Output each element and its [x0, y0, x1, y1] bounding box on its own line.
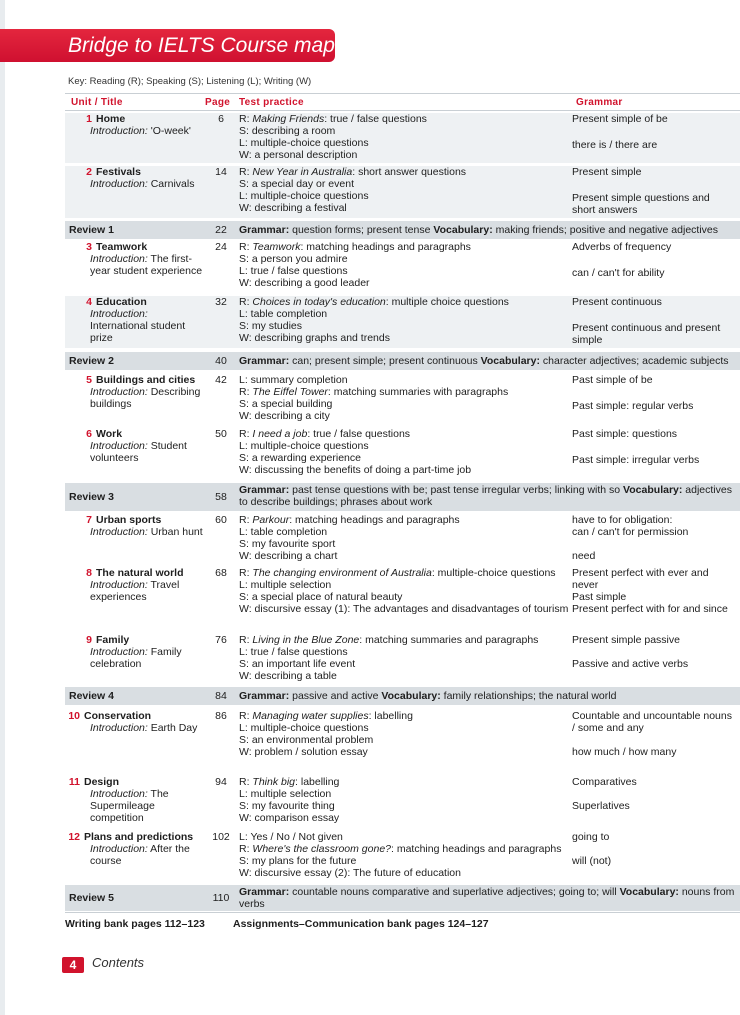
unit-title-text: Family [96, 634, 130, 646]
unit-intro: Introduction: Student volunteers [90, 440, 187, 464]
unit-title-text: Urban sports [96, 514, 162, 526]
test-practice-item: R: Managing water supplies: labelling [239, 710, 413, 722]
review-row [65, 483, 740, 511]
test-practice [239, 776, 569, 824]
unit-page: 14 [215, 166, 227, 178]
unit-page: 6 [218, 113, 224, 125]
test-practice [239, 514, 569, 562]
test-practice [239, 831, 569, 879]
table-header [65, 93, 740, 111]
test-practice [239, 710, 569, 758]
unit-intro: Introduction: Describing buildings [90, 386, 201, 410]
unit-intro: Introduction: International student prize [90, 308, 186, 344]
unit-intro: Introduction: Family celebration [90, 646, 182, 670]
unit-title-text: Education [96, 296, 147, 308]
unit-row [65, 296, 740, 348]
test-practice-item: S: describing a room [239, 125, 336, 137]
unit-row [65, 710, 740, 764]
test-practice [239, 296, 569, 344]
grammar-item: Past simple: regular verbs [572, 400, 694, 412]
review-content: Grammar: past tense questions with be; past tense irregular verbs; linking with so Vocabulary: adjectives to describe buildings; phrases about work [239, 484, 732, 508]
test-practice-item: R: The Eiffel Tower: matching summaries with paragraphs [239, 386, 509, 398]
grammar-item: Present simple of be [572, 113, 668, 125]
unit-page: 102 [212, 831, 230, 843]
unit-page: 24 [215, 241, 227, 253]
test-practice-item: W: problem / solution essay [239, 746, 368, 758]
grammar-item: can / can't for ability [572, 267, 665, 279]
review-content: Grammar: passive and active Vocabulary: family relationships; the natural world [239, 690, 617, 702]
review-content: Grammar: question forms; present tense Vocabulary: making friends; positive and negative adjectives [239, 224, 718, 236]
test-practice-item: L: true / false questions [239, 646, 348, 658]
test-practice-item: S: a special building [239, 398, 333, 410]
unit-row [65, 241, 740, 293]
review-page: 58 [215, 491, 227, 503]
test-practice-item: S: my favourite sport [239, 538, 336, 550]
test-practice [239, 567, 569, 615]
unit-page: 50 [215, 428, 227, 440]
unit-title [79, 567, 184, 579]
grammar-item: Present simple questions and short answers [572, 192, 710, 216]
unit-intro: Introduction: The first-year student experience [90, 253, 203, 277]
unit-title [67, 776, 119, 788]
review-page: 84 [215, 690, 227, 702]
unit-intro: Introduction: 'O-week' [90, 125, 191, 137]
grammar-item: how much / how many [572, 746, 677, 758]
page-number-badge: 4 [62, 957, 84, 973]
unit-page: 60 [215, 514, 227, 526]
unit-number: 8 [86, 567, 92, 579]
grammar-item: Present perfect with ever and never [572, 567, 709, 591]
test-practice [239, 241, 569, 289]
test-practice-item: L: table completion [239, 308, 328, 320]
test-practice [239, 113, 569, 161]
test-practice-item: L: multiple selection [239, 788, 332, 800]
unit-title-text: Festivals [96, 166, 141, 178]
unit-title [79, 166, 141, 178]
grammar-item: Comparatives [572, 776, 637, 788]
test-practice [239, 428, 569, 476]
test-practice-item: L: multiple-choice questions [239, 722, 369, 734]
test-practice-item: S: my favourite thing [239, 800, 335, 812]
unit-title-text: Work [96, 428, 123, 440]
unit-number: 11 [68, 776, 80, 788]
unit-page: 94 [215, 776, 227, 788]
test-practice [239, 166, 569, 214]
grammar-item: Present simple [572, 166, 642, 178]
grammar-item: have to for obligation: [572, 514, 673, 526]
review-row [65, 352, 740, 370]
divider [65, 912, 740, 913]
grammar-item: can / can't for permission [572, 526, 689, 538]
test-practice-item: L: multiple-choice questions [239, 190, 369, 202]
test-practice-item: R: Teamwork: matching headings and paragraphs [239, 241, 471, 253]
review-title: Review 3 [69, 491, 114, 503]
review-title: Review 2 [69, 355, 114, 367]
test-practice-item: L: true / false questions [239, 265, 348, 277]
test-practice-item: L: Yes / No / Not given [239, 831, 343, 843]
test-practice-item: S: my studies [239, 320, 303, 332]
unit-row [65, 776, 740, 826]
grammar-item: Past simple: irregular verbs [572, 454, 700, 466]
title-banner [0, 29, 335, 62]
unit-row [65, 567, 740, 631]
test-practice-item: R: I need a job: true / false questions [239, 428, 411, 440]
test-practice-item: S: an important life event [239, 658, 356, 670]
grammar-item: Past simple [572, 591, 627, 603]
unit-number: 3 [86, 241, 92, 253]
review-row [65, 221, 740, 239]
header-page: Page [205, 97, 231, 108]
unit-number: 5 [86, 374, 92, 386]
unit-number: 7 [86, 514, 92, 526]
unit-row [65, 831, 740, 883]
test-practice-item: S: an environmental problem [239, 734, 374, 746]
test-practice-item: L: multiple selection [239, 579, 332, 591]
unit-page: 76 [215, 634, 227, 646]
test-practice-item: R: Making Friends: true / false questions [239, 113, 427, 125]
review-content: Grammar: countable nouns comparative and superlative adjectives; going to; will Vocabulary: nouns from verbs [239, 886, 735, 910]
unit-number: 12 [68, 831, 80, 843]
unit-row [65, 428, 740, 480]
unit-title-text: Teamwork [96, 241, 148, 253]
test-practice [239, 374, 569, 422]
key-legend: Key: Reading (R); Speaking (S); Listening (L); Writing (W) [68, 76, 312, 87]
grammar-item: need [572, 550, 596, 562]
unit-row [65, 374, 740, 420]
unit-title [79, 296, 147, 308]
unit-intro: Introduction: Carnivals [90, 178, 195, 190]
grammar-item: Present continuous [572, 296, 662, 308]
review-page: 110 [212, 892, 230, 904]
unit-page: 32 [215, 296, 227, 308]
test-practice-item: R: The changing environment of Australia: multiple-choice questions [239, 567, 556, 579]
test-practice-item: W: describing a festival [239, 202, 347, 214]
unit-page: 68 [215, 567, 227, 579]
test-practice-item: S: a person you admire [239, 253, 348, 265]
test-practice-item: L: multiple-choice questions [239, 137, 369, 149]
test-practice-item: W: describing a good leader [239, 277, 370, 289]
grammar-item: Superlatives [572, 800, 630, 812]
test-practice-item: R: Where's the classroom gone?: matching headings and paragraphs [239, 843, 562, 855]
test-practice-item: R: Parkour: matching headings and paragraphs [239, 514, 460, 526]
unit-row [65, 514, 740, 566]
unit-title-text: Home [96, 113, 126, 125]
review-title: Review 4 [69, 690, 114, 702]
grammar-item: Past simple of be [572, 374, 653, 386]
unit-number: 4 [86, 296, 92, 308]
test-practice-item: R: Choices in today's education: multiple choice questions [239, 296, 509, 308]
test-practice-item: S: a special day or event [239, 178, 354, 190]
grammar-item: Past simple: questions [572, 428, 678, 440]
review-row [65, 687, 740, 705]
grammar-item: Adverbs of frequency [572, 241, 672, 253]
writing-bank: Writing bank pages 112–123 [65, 918, 205, 930]
unit-title-text: The natural world [96, 567, 184, 579]
unit-page: 86 [215, 710, 227, 722]
page-title: Bridge to IELTS Course map [68, 34, 335, 57]
unit-title-text: Design [84, 776, 120, 788]
unit-number: 6 [86, 428, 92, 440]
test-practice-item: W: describing a table [239, 670, 337, 682]
unit-number: 1 [86, 113, 92, 125]
review-page: 22 [215, 224, 227, 236]
contents-label: Contents [92, 955, 145, 970]
unit-title [79, 241, 147, 253]
unit-number: 9 [86, 634, 92, 646]
unit-title [79, 514, 161, 526]
header-grammar: Grammar [576, 97, 623, 108]
unit-page: 42 [215, 374, 227, 386]
unit-row [65, 634, 740, 684]
grammar-item: Present simple passive [572, 634, 680, 646]
unit-number: 2 [86, 166, 92, 178]
grammar-item: there is / there are [572, 139, 658, 151]
grammar-item: will (not) [572, 855, 612, 867]
unit-title-text: Buildings and cities [96, 374, 196, 386]
unit-intro: Introduction: After the course [90, 843, 190, 867]
test-practice-item: S: a rewarding experience [239, 452, 361, 464]
test-practice-item: L: summary completion [239, 374, 348, 386]
unit-title [67, 710, 151, 722]
unit-row [65, 113, 740, 163]
unit-title [79, 428, 122, 440]
unit-title [79, 634, 129, 646]
test-practice-item: W: a personal description [239, 149, 358, 161]
test-practice-item: L: table completion [239, 526, 328, 538]
test-practice-item: L: multiple-choice questions [239, 440, 369, 452]
assignments-bank: Assignments–Communication bank pages 124–127 [233, 918, 489, 930]
review-page: 40 [215, 355, 227, 367]
header-test: Test practice [239, 97, 304, 108]
test-practice-item: W: discursive essay (1): The advantages and disadvantages of tourism [239, 603, 569, 615]
unit-intro: Introduction: Earth Day [90, 722, 198, 734]
review-row [65, 885, 740, 911]
grammar-item: Present continuous and present simple [572, 322, 721, 346]
grammar-item: Countable and uncountable nouns / some and any [572, 710, 732, 734]
unit-title [79, 374, 195, 386]
test-practice-item: W: describing a chart [239, 550, 338, 562]
header-unit: Unit / Title [71, 97, 123, 108]
test-practice-item: S: a special place of natural beauty [239, 591, 403, 603]
unit-title-text: Plans and predictions [84, 831, 194, 843]
test-practice-item: R: Living in the Blue Zone: matching summaries and paragraphs [239, 634, 539, 646]
test-practice-item: W: describing graphs and trends [239, 332, 390, 344]
unit-intro: Introduction: Urban hunt [90, 526, 203, 538]
review-title: Review 5 [69, 892, 114, 904]
test-practice-item: W: describing a city [239, 410, 330, 422]
unit-intro: Introduction: The Supermileage competition [90, 788, 169, 824]
test-practice-item: W: discussing the benefits of doing a part-time job [239, 464, 472, 476]
unit-row [65, 166, 740, 218]
unit-number: 10 [68, 710, 80, 722]
test-practice-item: R: New Year in Australia: short answer questions [239, 166, 467, 178]
review-title: Review 1 [69, 224, 114, 236]
unit-title [67, 831, 193, 843]
test-practice-item: W: discursive essay (2): The future of education [239, 867, 461, 879]
test-practice-item: S: my plans for the future [239, 855, 357, 867]
test-practice [239, 634, 569, 682]
grammar-item: Present perfect with for and since [572, 603, 728, 615]
review-content: Grammar: can; present simple; present continuous Vocabulary: character adjectives; academic subjects [239, 355, 729, 367]
test-practice-item: R: Think big: labelling [239, 776, 340, 788]
unit-intro: Introduction: Travel experiences [90, 579, 180, 603]
unit-title-text: Conservation [84, 710, 152, 722]
test-practice-item: W: comparison essay [239, 812, 340, 824]
page-edge [0, 0, 5, 1015]
grammar-item: going to [572, 831, 610, 843]
unit-title [79, 113, 125, 125]
grammar-item: Passive and active verbs [572, 658, 689, 670]
